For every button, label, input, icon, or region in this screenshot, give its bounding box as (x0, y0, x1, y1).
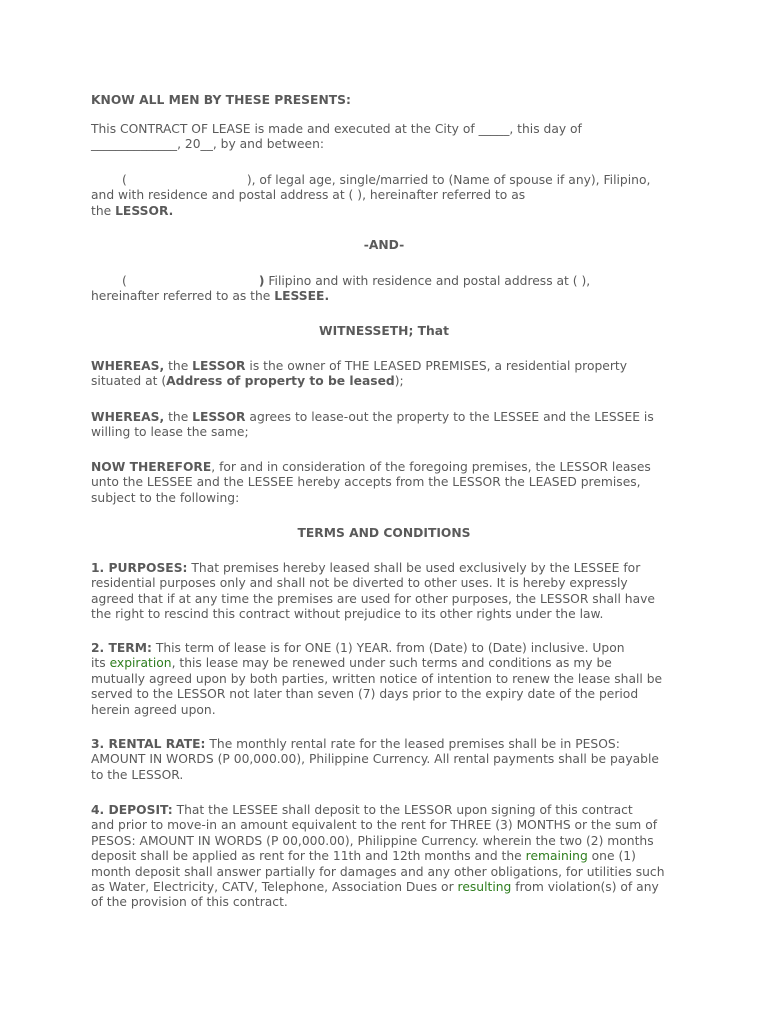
clause-deposit: 4. DEPOSIT: That the LESSEE shall deposit to the LESSOR upon signing of this contract and prior to move-in an amount equivalent to the rent for THREE (3) MONTHS or the sum of PESOS: AMOUNT IN WORDS (P 00,000.00), Philippine Currency. wherein the two (2) months deposit shall be applied as rent for the 11th and 12th months and the remaining one (1) month deposit shall answer partially for damages and any other obligations, for utilities such as Water, Electricity, CATV, Telephone, Association Dues or resulting from violation(s) of any of the provision of this contract. (91, 803, 665, 910)
resulting-link[interactable]: resulting (457, 880, 512, 895)
clause-term: 2. TERM: This term of lease is for ONE (1) YEAR. from (Date) to (Date) inclusive. Upon its expiration, this lease may be renewed under such terms and conditions as my be mutually agreed upon by both parties, written notice of intention to renew the lease shall be served to the LESSOR not later than seven (7) days prior to the expiry date of the period herein agreed upon. (91, 641, 663, 717)
whereas-paragraph-2: WHEREAS, the LESSOR agrees to lease-out the property to the LESSEE and the LESSEE is willing to lease the same; (91, 410, 654, 440)
terms-heading: TERMS AND CONDITIONS (297, 526, 471, 540)
now-therefore-paragraph: NOW THEREFORE, for and in consideration of the foregoing premises, the LESSOR leases unto the LESSEE and the LESSEE hereby accepts from the LESSOR the LEASED premises, subject to the following: (91, 460, 651, 505)
and-separator: -AND- (363, 238, 405, 252)
lessor-paragraph: ( ), of legal age, single/married to (Name of spouse if any), Filipino, and with residence and postal address at ( ), hereinafter referred to as the LESSOR. (91, 173, 651, 218)
heading: KNOW ALL MEN BY THESE PRESENTS: (91, 93, 351, 107)
clause-rental-rate: 3. RENTAL RATE: The monthly rental rate for the leased premises shall be in PESOS: AMOUNT IN WORDS (P 00,000.00), Philippine Currency. All rental payments shall be payable to the LESSOR. (91, 737, 659, 782)
lessee-paragraph: ( ) Filipino and with residence and postal address at ( ), hereinafter referred to as the LESSEE. (91, 274, 591, 304)
whereas-paragraph-1: WHEREAS, the LESSOR is the owner of THE LEASED PREMISES, a residential property situated at (Address of property to be leased); (91, 359, 628, 389)
remaining-link[interactable]: remaining (525, 849, 588, 864)
expiration-link[interactable]: expiration (109, 656, 172, 671)
witnesseth-heading: WITNESSETH; That (319, 324, 449, 338)
intro-paragraph: This CONTRACT OF LEASE is made and executed at the City of _____, this day of ______________, 20__, by and between: (91, 122, 582, 152)
clause-purposes: 1. PURPOSES: That premises hereby leased shall be used exclusively by the LESSEE for residential purposes only and shall not be diverted to other uses. It is hereby expressly agreed that if at any time the premises are used for other purposes, the LESSOR shall have the right to rescind this contract without prejudice to its other rights under the law. (91, 561, 655, 622)
